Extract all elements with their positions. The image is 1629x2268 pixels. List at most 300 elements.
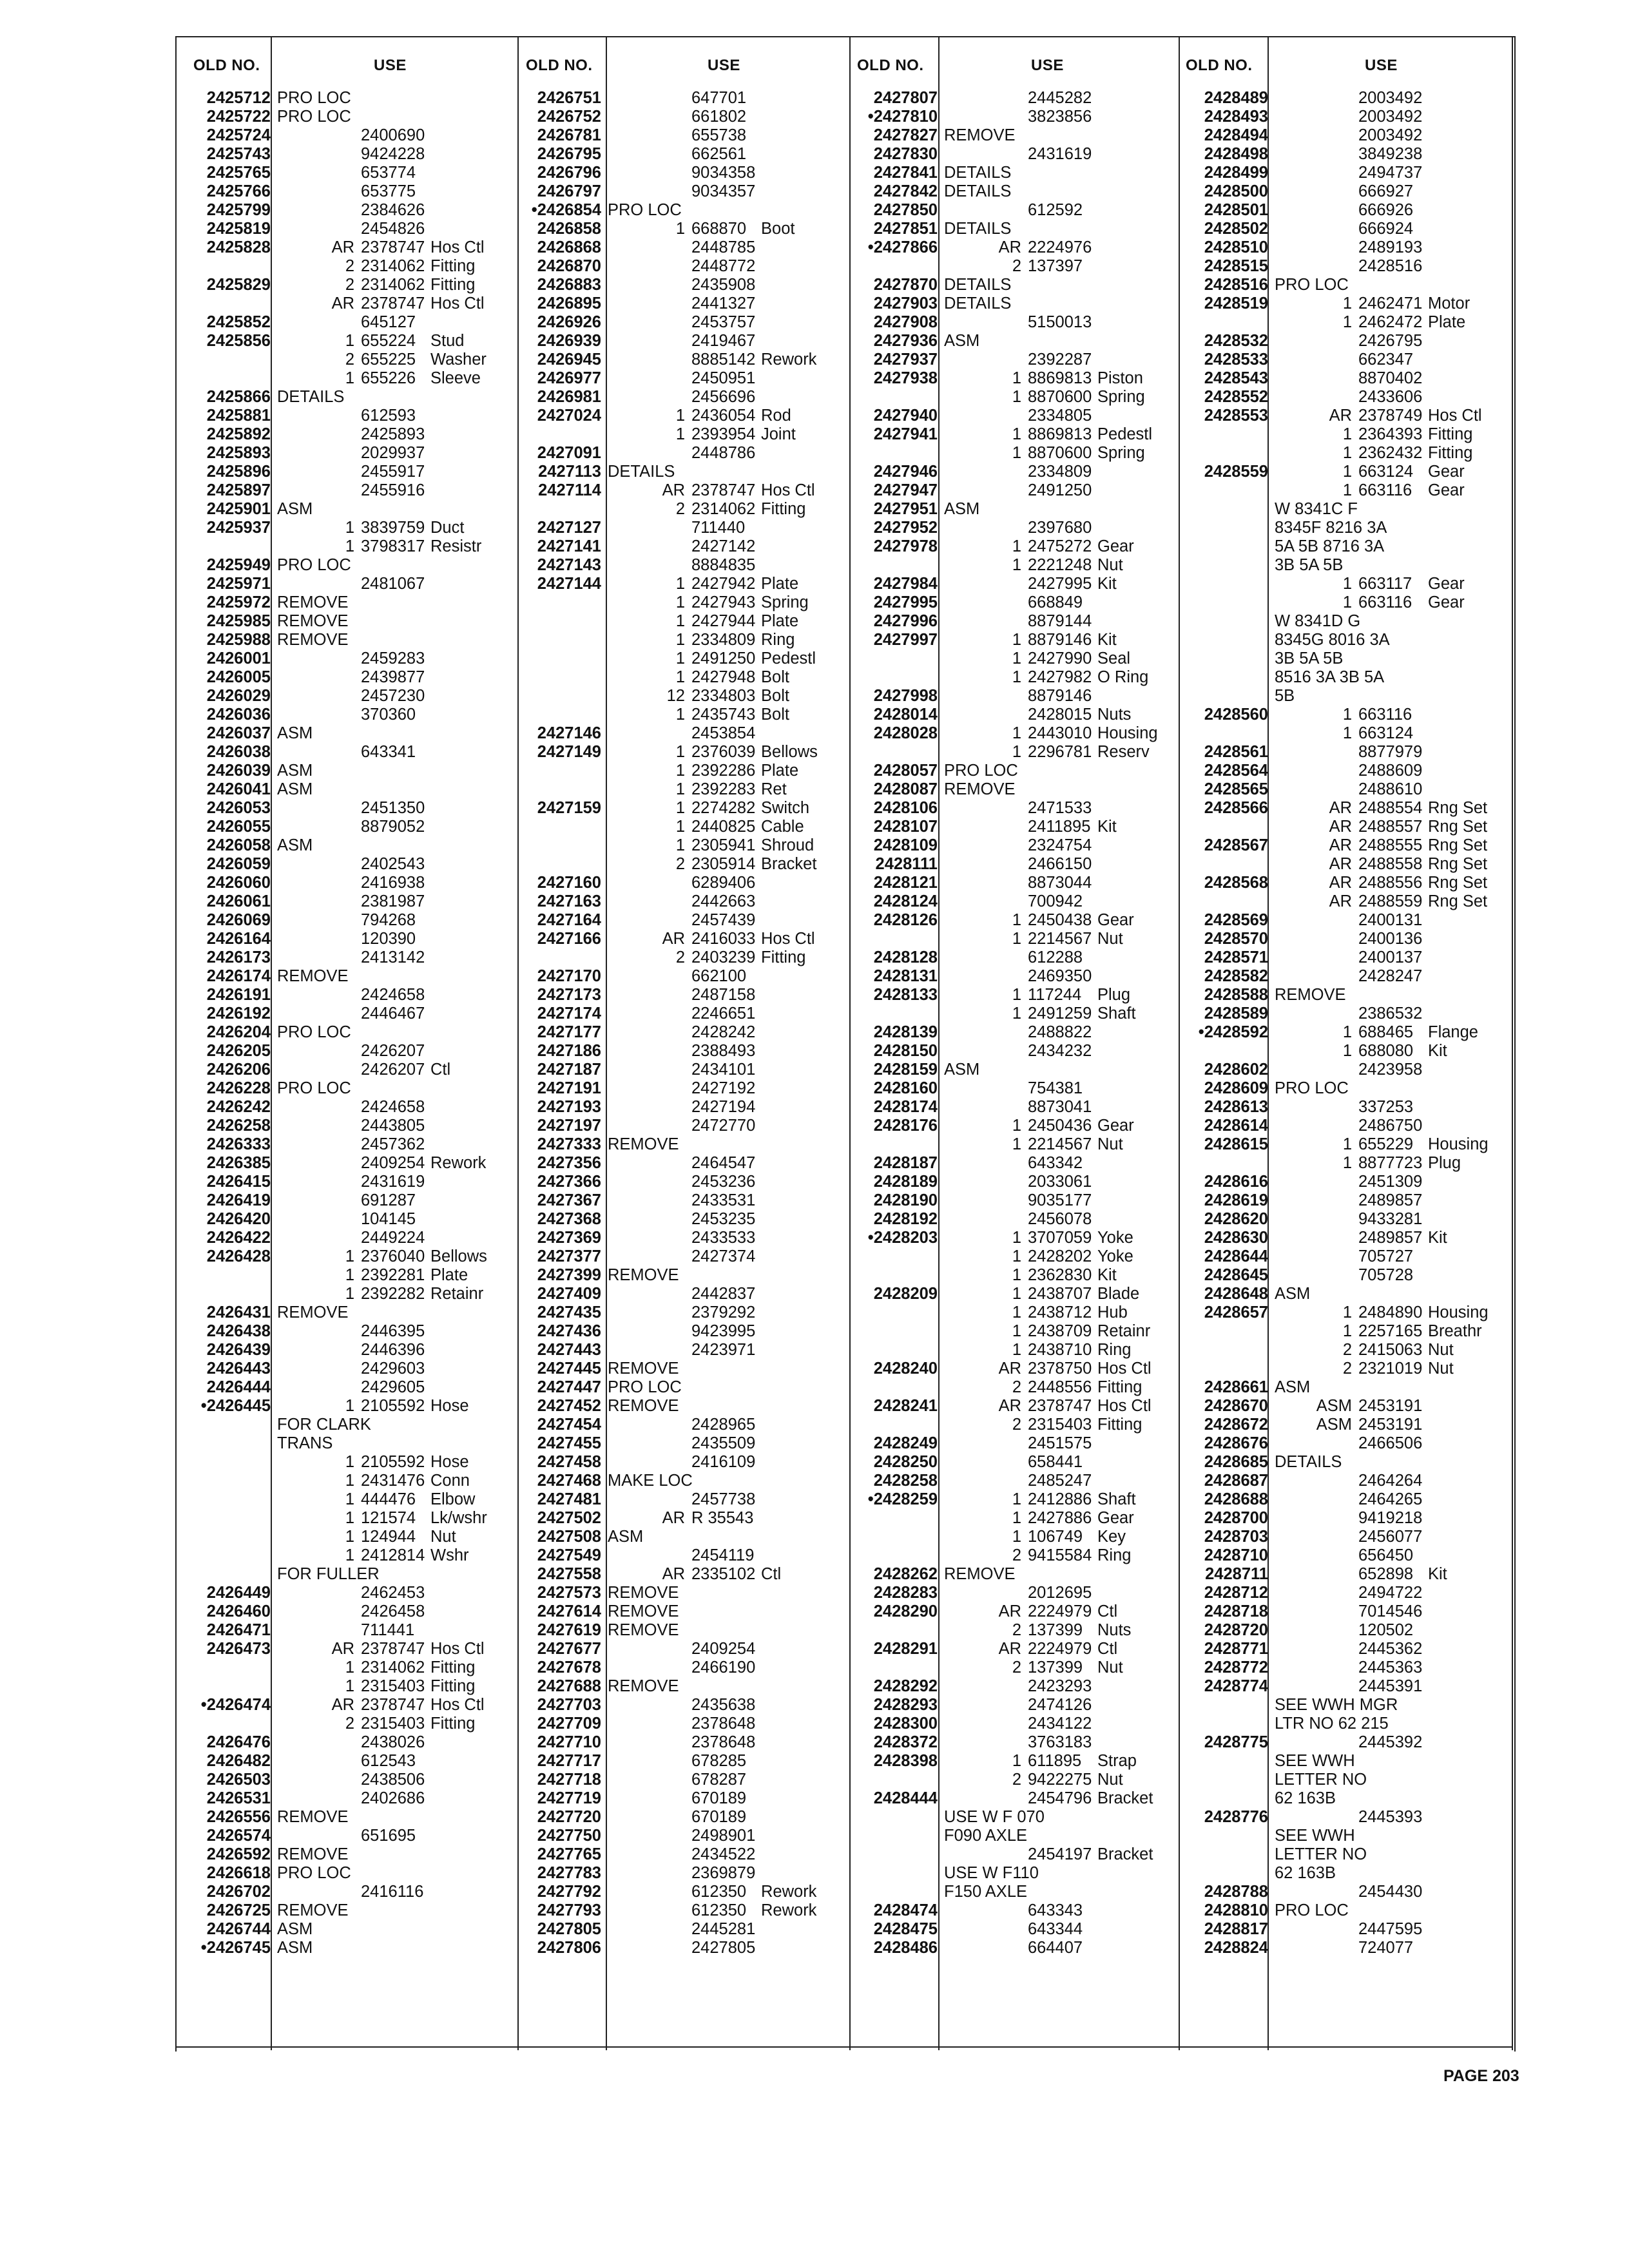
new-part-number: 666924 [1358,220,1414,238]
old-part-number: 2427995 [873,593,938,611]
part-description: Hub [1097,1303,1128,1321]
new-part-number: 2455917 [361,463,425,481]
new-part-number: 2433533 [691,1229,756,1247]
old-part-number: 2427149 [537,743,601,761]
old-part-number: 2425985 [206,612,271,630]
instruction-text: ASM [277,780,313,798]
old-part-number: 2428291 [873,1640,938,1658]
instruction-text: USE W F 070 [944,1808,1045,1826]
new-part-number: 3763183 [1028,1733,1092,1751]
new-part-number: 2403239 [691,948,756,966]
old-part-number: 2427409 [537,1285,601,1303]
old-part-number: 2426858 [537,220,601,238]
new-part-number: 2445393 [1358,1808,1423,1826]
part-description: Bolt [761,687,789,705]
new-part-number: 2446396 [361,1341,425,1359]
new-part-number: 2428015 [1028,706,1092,724]
old-part-number: 2425828 [206,238,271,256]
old-part-number: 2427114 [538,481,601,499]
old-part-number: 2426061 [206,892,271,910]
old-part-number: 2428561 [1204,743,1268,761]
instruction-text: FOR CLARK [277,1416,371,1434]
old-part-number: 2426258 [206,1117,271,1135]
old-part-number: 2428564 [1204,762,1268,780]
instruction-text: 62 163B [1275,1789,1336,1807]
part-description: Wshr [430,1546,469,1564]
old-part-number: 2428262 [873,1565,938,1583]
old-part-number: 2426060 [206,874,271,892]
new-part-number: 664407 [1028,1939,1083,1957]
instruction-text: PRO LOC [277,1864,351,1882]
header-old-no: OLD NO. [857,57,924,74]
new-part-number: 2491259 [1028,1004,1092,1023]
new-part-number: 2438707 [1028,1285,1092,1303]
old-part-number: 2428372 [873,1733,938,1751]
new-part-number: 2454197 [1028,1845,1092,1863]
instruction-text: REMOVE [277,967,349,985]
quantity: 2 [675,855,685,873]
new-part-number: 2426207 [361,1061,425,1079]
new-part-number: 2434101 [691,1061,756,1079]
old-part-number: 2426945 [537,351,601,369]
new-part-number: 137397 [1028,257,1083,275]
new-part-number: 2392281 [361,1266,425,1284]
part-description: Plate [761,575,799,593]
old-part-number: 2427458 [537,1453,601,1471]
quantity: AR [662,1565,685,1583]
part-description: Blade [1097,1285,1140,1303]
old-part-number: 2428109 [873,836,938,854]
old-part-number: 2427367 [537,1191,601,1209]
old-part-number: 2426242 [206,1098,271,1116]
new-part-number: 2334805 [1028,407,1092,425]
new-part-number: 2431619 [1028,145,1092,163]
old-part-number: 2426574 [206,1827,271,1845]
new-part-number: 2369879 [691,1864,756,1882]
old-part-number: 2427193 [537,1098,601,1116]
new-part-number: 668849 [1028,593,1083,611]
old-part-number: 2426174 [206,967,271,985]
quantity: 1 [675,612,685,630]
quantity: 2 [1012,1378,1021,1396]
quantity: 1 [1012,1490,1021,1508]
old-part-number: 2427508 [537,1528,601,1546]
new-part-number: 2494737 [1358,164,1423,182]
new-part-number: 2475272 [1028,537,1092,555]
new-part-number: 2314062 [361,276,425,294]
quantity: 1 [675,818,685,836]
new-part-number: 2446395 [361,1322,425,1340]
part-description: Hose [430,1453,469,1471]
quantity: 1 [345,1490,354,1508]
quantity: ASM [1316,1397,1352,1415]
old-part-number: 2427827 [873,126,938,144]
part-description: Ctl [761,1565,782,1583]
part-description: Key [1097,1528,1126,1546]
old-part-number: 2426001 [206,649,271,668]
old-part-number: 2428510 [1204,238,1268,256]
part-description: Rework [430,1154,487,1172]
new-part-number: 2434232 [1028,1042,1092,1060]
part-description: Rng Set [1428,892,1488,910]
part-description: Bracket [761,855,817,873]
quantity: 1 [675,668,685,686]
new-part-number: 700942 [1028,892,1083,910]
old-part-number: 2427710 [537,1733,601,1751]
old-part-number: 2428515 [1204,257,1268,275]
old-part-number: 2426795 [537,145,601,163]
old-part-number: 2426205 [206,1042,271,1060]
quantity: 1 [675,220,685,238]
old-part-number: 2427141 [537,537,601,555]
quantity: 1 [1342,481,1352,499]
old-part-number: 2428498 [1204,145,1268,163]
instruction-text: ASM [277,1939,313,1957]
old-part-number: 2428519 [1204,294,1268,312]
new-part-number: 106749 [1028,1528,1083,1546]
old-part-number: 2428014 [873,706,938,724]
old-part-number: 2426204 [206,1023,271,1041]
old-part-number: 2427947 [873,481,938,499]
old-part-number: 2426443 [206,1360,271,1378]
header-old-no: OLD NO. [193,57,260,74]
new-part-number: 2400690 [361,126,425,144]
old-part-number: 2428688 [1204,1490,1268,1508]
old-part-number: 2428489 [1204,89,1268,107]
instruction-text: ASM [277,1920,313,1938]
old-part-number: 2427455 [537,1434,601,1452]
quantity: 2 [1342,1341,1352,1359]
old-part-number: 2428241 [873,1397,938,1415]
quantity: 1 [1012,724,1021,742]
new-part-number: 137399 [1028,1658,1083,1677]
new-part-number: 9423995 [691,1322,756,1340]
new-part-number: 2427194 [691,1098,756,1116]
part-description: Nuts [1097,706,1132,724]
part-description: Bracket [1097,1845,1153,1863]
new-part-number: 8869813 [1028,369,1092,387]
instruction-text: PRO LOC [1275,276,1349,294]
new-part-number: 370360 [361,706,416,724]
new-part-number: 611895 [1028,1752,1082,1770]
new-part-number: 2488609 [1358,762,1423,780]
part-description: Boot [761,220,795,238]
old-part-number: 2427435 [537,1303,601,1321]
new-part-number: 2321019 [1358,1360,1423,1378]
old-part-number: 2428788 [1204,1883,1268,1901]
quantity: 1 [675,762,685,780]
new-part-number: 2438709 [1028,1322,1092,1340]
old-part-number: 2428567 [1204,836,1268,854]
old-part-number: 2425799 [206,201,271,219]
page-number: PAGE 203 [1443,2067,1519,2085]
new-part-number: 2453191 [1358,1416,1423,1434]
new-part-number: 2442837 [691,1285,756,1303]
old-part-number: 2428609 [1204,1079,1268,1097]
instruction-text: PRO LOC [277,1079,351,1097]
quantity: 1 [1012,1004,1021,1023]
new-part-number: 612593 [361,407,416,425]
old-part-number: 2426431 [206,1303,271,1321]
new-part-number: 2424658 [361,986,425,1004]
new-part-number: 2454119 [691,1546,755,1564]
quantity: AR [1329,818,1352,836]
new-part-number: 2462472 [1358,313,1423,331]
old-part-number: 2428718 [1204,1602,1268,1620]
old-part-number: 2425901 [206,500,271,518]
new-part-number: 612592 [1028,201,1083,219]
new-part-number: 724077 [1358,1939,1414,1957]
quantity: 1 [675,780,685,798]
quantity: 1 [675,799,685,817]
part-description: Spring [1097,388,1145,406]
old-part-number: 2428810 [1204,1901,1268,1919]
quantity: 2 [675,948,685,966]
old-part-number: 2426037 [206,724,271,742]
new-part-number: 2246651 [691,1004,756,1023]
part-description: Pedestl [1097,425,1153,443]
new-part-number: 2105592 [361,1453,425,1471]
part-description: Rng Set [1428,799,1488,817]
part-description: Yoke [1097,1247,1133,1265]
old-part-number: 2428128 [873,948,938,966]
old-part-number: 2427164 [537,911,601,929]
part-description: Rework [761,351,817,369]
part-description: Rework [761,1901,817,1919]
quantity: 1 [1342,1135,1352,1153]
new-part-number: 2415063 [1358,1341,1423,1359]
new-part-number: 2362432 [1358,444,1423,462]
new-part-number: 2378747 [361,1640,425,1658]
new-part-number: 9419218 [1358,1509,1423,1527]
new-part-number: 2324754 [1028,836,1092,854]
old-part-number: 2426069 [206,911,271,929]
new-part-number: 2003492 [1358,89,1423,107]
part-description: Nut [1097,1135,1123,1153]
column-bottom-rule [849,2046,1191,2048]
instruction-text: 8516 3A 3B 5A [1275,668,1385,686]
new-part-number: 8870402 [1358,369,1423,387]
new-part-number: 2457439 [691,911,756,929]
old-part-number: 2427452 [537,1397,601,1415]
new-part-number: 2442663 [691,892,756,910]
new-part-number: 2378648 [691,1715,756,1733]
new-part-number: 2419467 [691,332,756,350]
part-description: Hos Ctl [1097,1360,1152,1378]
old-part-number: 2427841 [873,164,938,182]
new-part-number: 2427142 [691,537,756,555]
quantity: 2 [1012,1658,1021,1677]
quantity: 1 [345,1247,354,1265]
quantity: 1 [345,1453,354,1471]
new-part-number: 678285 [691,1752,747,1770]
old-part-number: 2428559 [1204,463,1268,481]
old-part-number: 2428571 [1204,948,1268,966]
quantity: 2 [345,276,354,294]
divider [1512,37,1513,2050]
old-part-number: 2427783 [537,1864,601,1882]
old-part-number: 2426038 [206,743,271,761]
new-part-number: 688080 [1358,1042,1414,1060]
new-part-number: 2469350 [1028,967,1092,985]
new-part-number: 653774 [361,164,416,182]
old-part-number: 2427908 [873,313,938,331]
instruction-text: ASM [277,500,313,518]
old-part-number: 2428131 [873,967,938,985]
part-description: Ring [1097,1546,1132,1564]
old-part-number: 2427805 [537,1920,601,1938]
instruction-text: SEE WWH MGR [1275,1696,1398,1714]
new-part-number: 2315403 [1028,1416,1092,1434]
part-description: Joint [761,425,796,443]
quantity: AR [1329,874,1352,892]
old-part-number: 2427369 [537,1229,601,1247]
old-part-number: 2427436 [537,1322,601,1340]
new-part-number: 2427982 [1028,668,1092,686]
new-part-number: 2392287 [1028,351,1092,369]
old-part-number: 2426192 [206,1004,271,1023]
new-part-number: 2425893 [361,425,425,443]
part-description: Elbow [430,1490,476,1508]
new-part-number: 2376040 [361,1247,425,1265]
new-part-number: 2424658 [361,1098,425,1116]
part-description: Nut [1428,1341,1454,1359]
part-description: Bolt [761,706,789,724]
old-part-number: 2428398 [873,1752,938,1770]
new-part-number: 643343 [1028,1901,1083,1919]
quantity: 1 [1012,1303,1021,1321]
old-part-number: 2428630 [1204,1229,1268,1247]
old-part-number: 2428283 [873,1584,938,1602]
quantity: 1 [345,1546,354,1564]
new-part-number: 2388493 [691,1042,756,1060]
old-part-number: 2428250 [873,1453,938,1471]
instruction-text: PRO LOC [277,108,351,126]
part-description: Reserv [1097,743,1150,761]
new-part-number: 2488555 [1358,836,1423,854]
quantity: 1 [1012,649,1021,668]
quantity: 1 [1012,444,1021,462]
quantity: 2 [1012,1771,1021,1789]
part-description: Ctl [430,1061,451,1079]
old-part-number: 2426005 [206,668,271,686]
new-part-number: 2487158 [691,986,756,1004]
instruction-text: REMOVE [1275,986,1346,1004]
old-part-number: 2426781 [537,126,601,144]
old-part-number: 2427793 [537,1901,601,1919]
instruction-text: TRANS [277,1434,333,1452]
part-description: Bolt [761,668,789,686]
quantity: 1 [1342,463,1352,481]
instruction-text: REMOVE [277,1303,349,1321]
old-part-number: 2428661 [1204,1378,1268,1396]
old-part-number: 2426939 [537,332,601,350]
new-part-number: 2334803 [691,687,756,705]
quantity: 1 [1342,294,1352,312]
part-description: Retainr [430,1285,484,1303]
new-part-number: 2488558 [1358,855,1423,873]
old-part-number: 2428824 [1204,1939,1268,1957]
instruction-text: DETAILS [944,164,1012,182]
old-part-number: 2428121 [873,874,938,892]
new-part-number: 2378648 [691,1733,756,1751]
instruction-text: SEE WWH [1275,1752,1355,1770]
part-description: Shroud [761,836,815,854]
instruction-text: REMOVE [608,1677,679,1695]
old-part-number: 2427186 [537,1042,601,1060]
old-part-number: 2428543 [1204,369,1268,387]
new-part-number: 2378749 [1358,407,1423,425]
new-part-number: 670189 [691,1808,747,1826]
old-part-number: 2427941 [873,425,938,443]
quantity: 1 [345,1285,354,1303]
new-part-number: 2466150 [1028,855,1092,873]
part-description: Bracket [1097,1789,1153,1807]
old-part-number: 2427842 [873,182,938,200]
old-part-number: 2428685 [1204,1453,1268,1471]
new-part-number: 2448786 [691,444,756,462]
quantity: 1 [1342,706,1352,724]
old-part-number: 2426473 [206,1640,271,1658]
part-description: Rng Set [1428,836,1488,854]
new-part-number: 8879052 [361,818,425,836]
old-part-number: 2426164 [206,930,271,948]
old-part-number: 2428566 [1204,799,1268,817]
new-part-number: 2454430 [1358,1883,1423,1901]
part-description: Fitting [430,1715,476,1733]
new-part-number: 647701 [691,89,747,107]
new-part-number: 2439877 [361,668,425,686]
instruction-text: REMOVE [277,1901,349,1919]
new-part-number: 3707059 [1028,1229,1092,1247]
part-description: Kit [1097,818,1117,836]
header-old-no: OLD NO. [526,57,593,74]
old-part-number: 2426752 [537,108,601,126]
new-part-number: 9034358 [691,164,756,182]
old-part-number: 2428772 [1204,1658,1268,1677]
quantity: 1 [1012,930,1021,948]
old-part-number: 2427792 [537,1883,601,1901]
old-part-number: 2428444 [873,1789,938,1807]
old-part-number: 2426191 [206,986,271,1004]
old-part-number: 2425897 [206,481,271,499]
new-part-number: 2224976 [1028,238,1092,256]
new-part-number: 2488559 [1358,892,1423,910]
quantity: 1 [1012,1285,1021,1303]
new-part-number: 2494722 [1358,1584,1423,1602]
part-description: Bellows [430,1247,487,1265]
old-part-number: 2428500 [1204,182,1268,200]
new-part-number: 2335102 [691,1565,756,1583]
old-part-number: 2427368 [537,1210,601,1228]
old-part-number: 2427333 [537,1135,601,1153]
new-part-number: 2455916 [361,481,425,499]
part-description: Plate [1428,313,1466,331]
old-part-number: 2428249 [873,1434,938,1452]
new-part-number: 2392286 [691,762,756,780]
old-part-number: 2427807 [873,89,938,107]
old-part-number: 2428620 [1204,1210,1268,1228]
old-part-number: 2427113 [538,463,601,481]
part-description: Fitting [1428,425,1473,443]
new-part-number: 120390 [361,930,416,948]
old-part-number: 2425856 [206,332,271,350]
old-part-number: 2427481 [537,1490,601,1508]
old-part-number: 2427938 [873,369,938,387]
new-part-number: 2448785 [691,238,756,256]
old-part-number: 2428192 [873,1210,938,1228]
part-description: Gear [1428,575,1465,593]
